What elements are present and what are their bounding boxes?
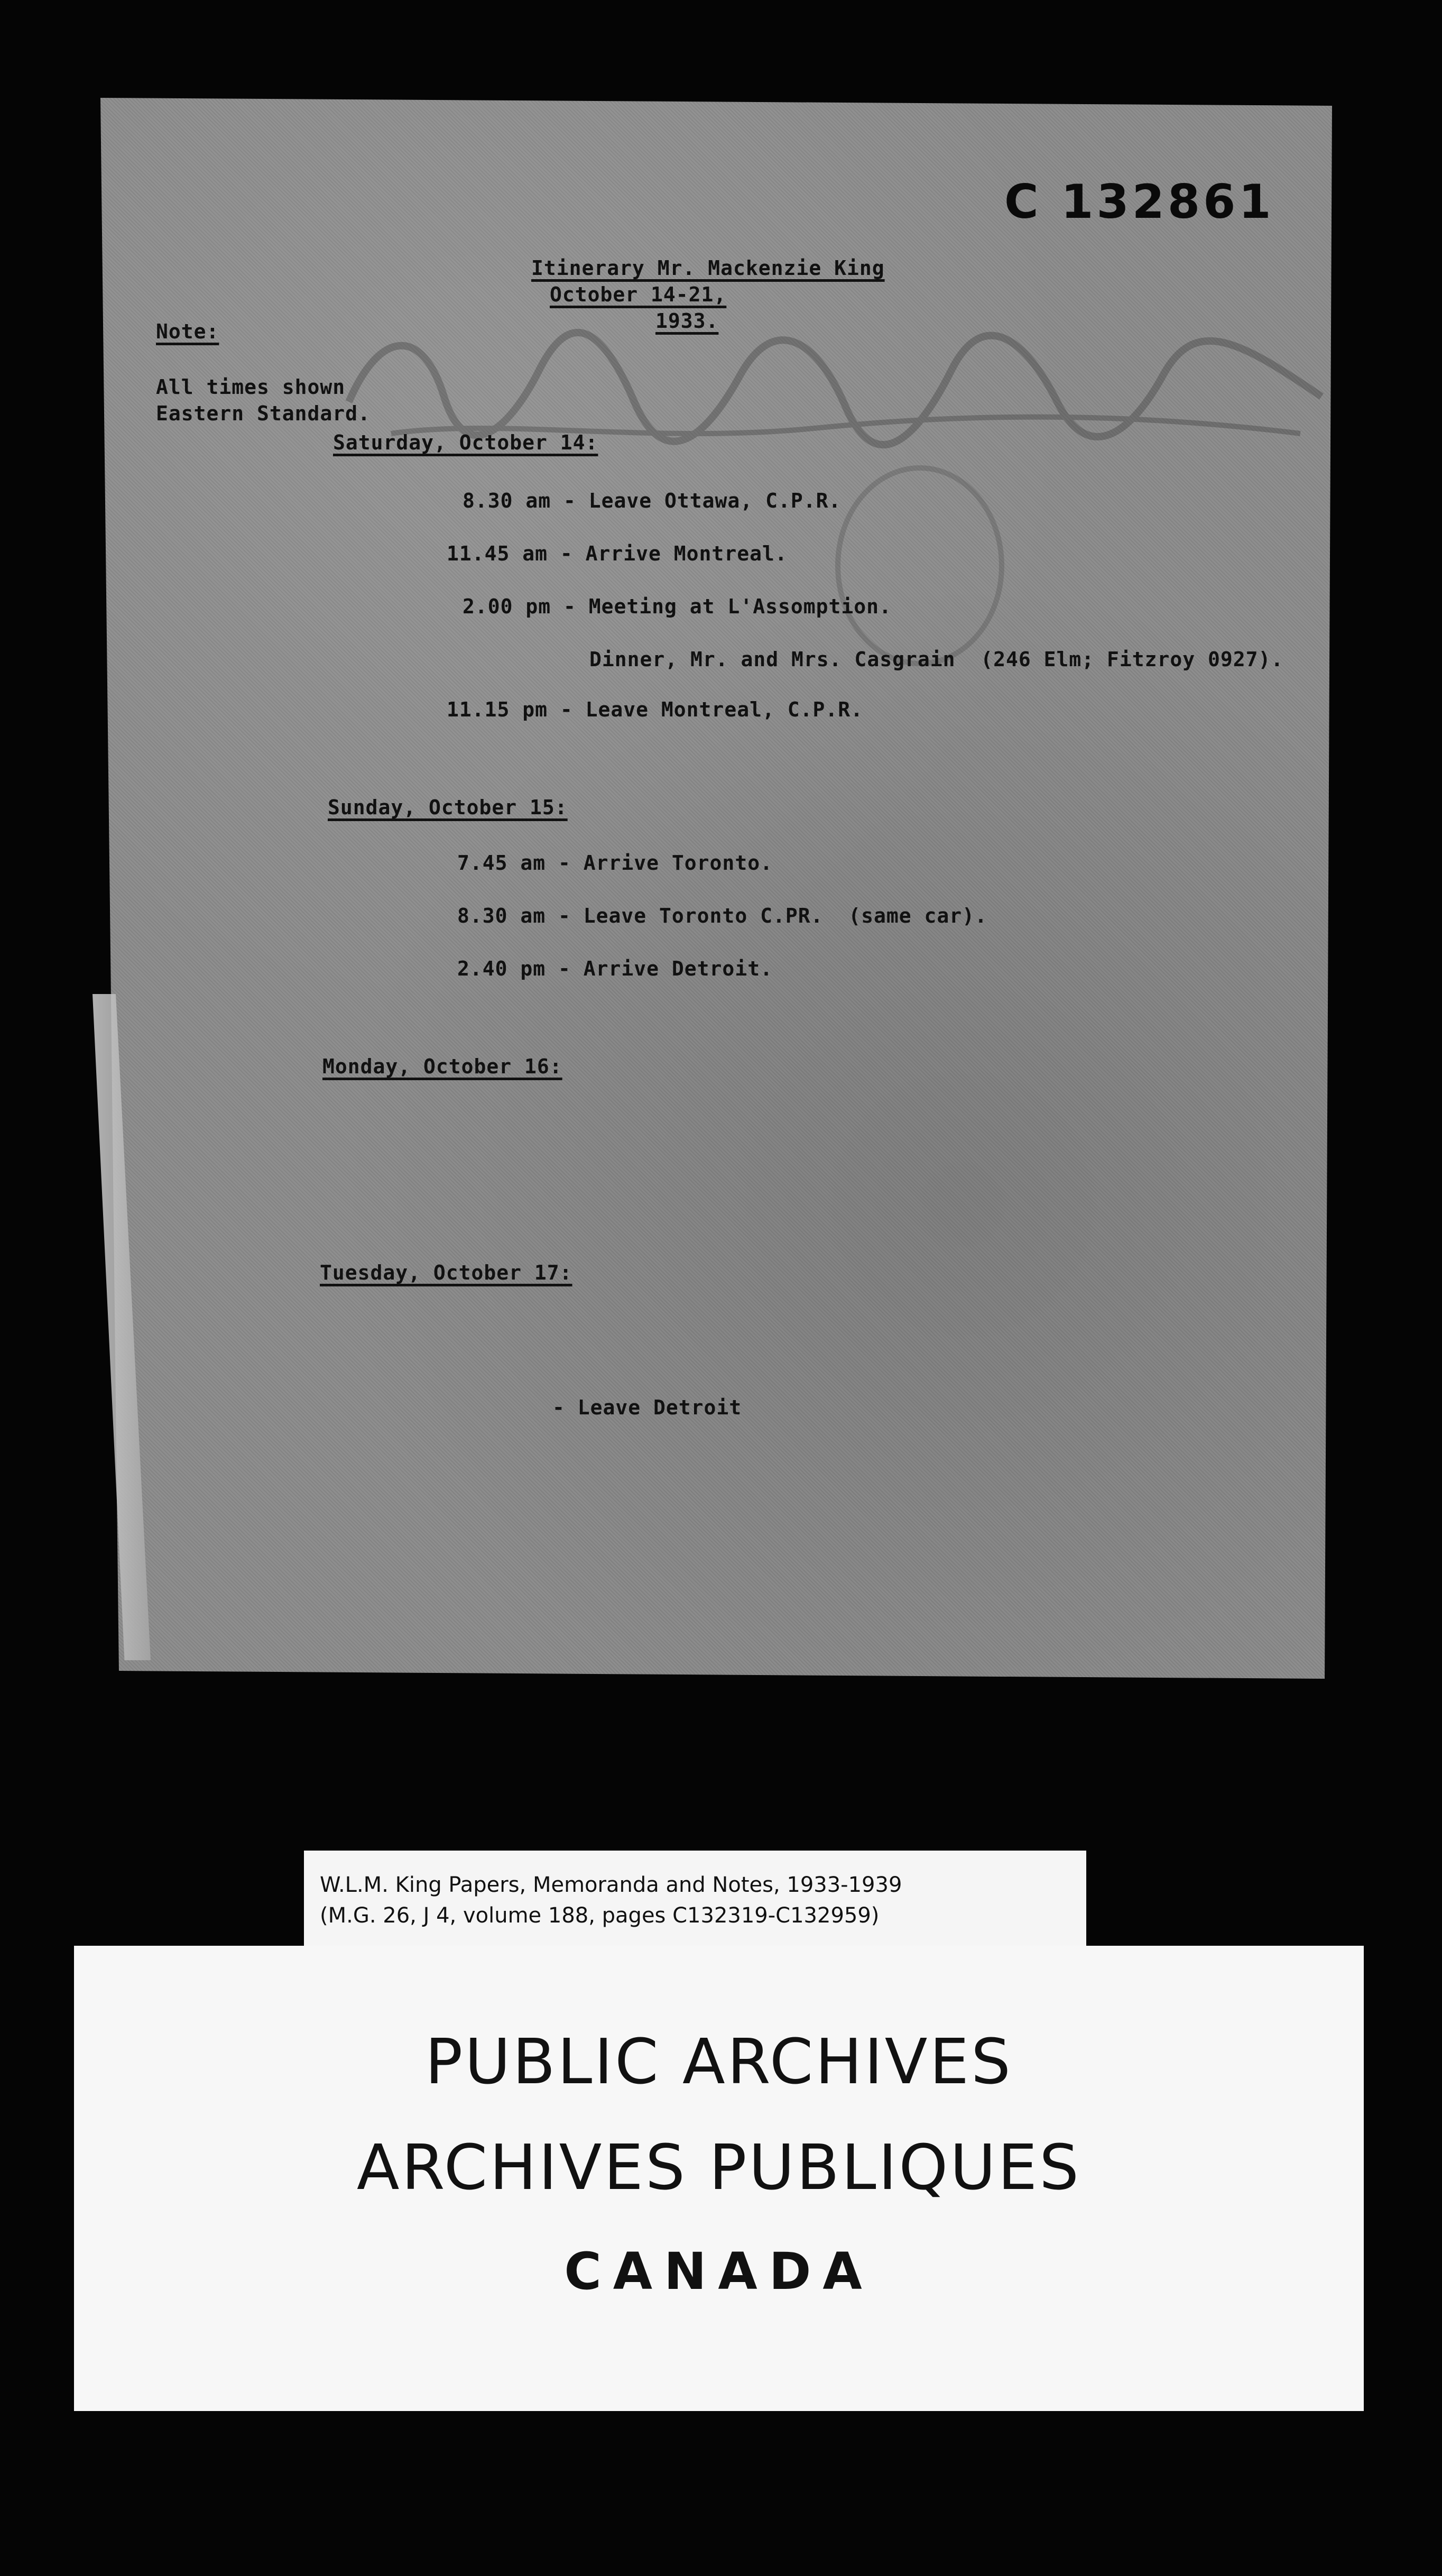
entry: - Leave Detroit (552, 1396, 742, 1419)
entry: 11.15 pm - Leave Montreal, C.P.R. (447, 698, 863, 721)
title-line-1: Itinerary Mr. Mackenzie King (531, 256, 885, 280)
archives-line-english: PUBLIC ARCHIVES (425, 2025, 1013, 2098)
entry: 11.45 am - Arrive Montreal. (447, 542, 788, 565)
note-label: Note: (156, 320, 219, 343)
document-number-stamp: C 132861 (1004, 174, 1274, 229)
day-heading-sunday: Sunday, October 15: (328, 796, 568, 819)
archives-line-french: ARCHIVES PUBLIQUES (356, 2131, 1082, 2204)
day-heading-tuesday: Tuesday, October 17: (320, 1261, 572, 1284)
entry: Dinner, Mr. and Mrs. Casgrain (246 Elm; Fitzroy 0927). (589, 648, 1284, 671)
note-line-1: All times shown (156, 375, 346, 399)
title-line-3: 1933. (655, 309, 719, 333)
reference-line-1: W.L.M. King Papers, Memoranda and Notes, 1933-1939 (320, 1873, 902, 1897)
entry: 8.30 am - Leave Ottawa, C.P.R. (463, 489, 842, 512)
collection-reference-label (304, 1851, 1086, 1956)
round-stamp (835, 465, 1004, 666)
archives-line-country: CANADA (564, 2242, 874, 2301)
entry: 8.30 am - Leave Toronto C.PR. (same car). (457, 904, 987, 927)
reference-line-2: (M.G. 26, J 4, volume 188, pages C132319-C132959) (320, 1903, 880, 1928)
day-heading-saturday: Saturday, October 14: (333, 431, 598, 454)
entry: 2.00 pm - Meeting at L'Assomption. (463, 595, 892, 618)
entry: 2.40 pm - Arrive Detroit. (457, 957, 773, 980)
note-line-2: Eastern Standard. (156, 402, 371, 425)
entry: 7.45 am - Arrive Toronto. (457, 851, 773, 875)
title-line-2: October 14-21, (550, 283, 727, 306)
day-heading-monday: Monday, October 16: (322, 1055, 562, 1078)
public-archives-label (74, 1946, 1364, 2411)
